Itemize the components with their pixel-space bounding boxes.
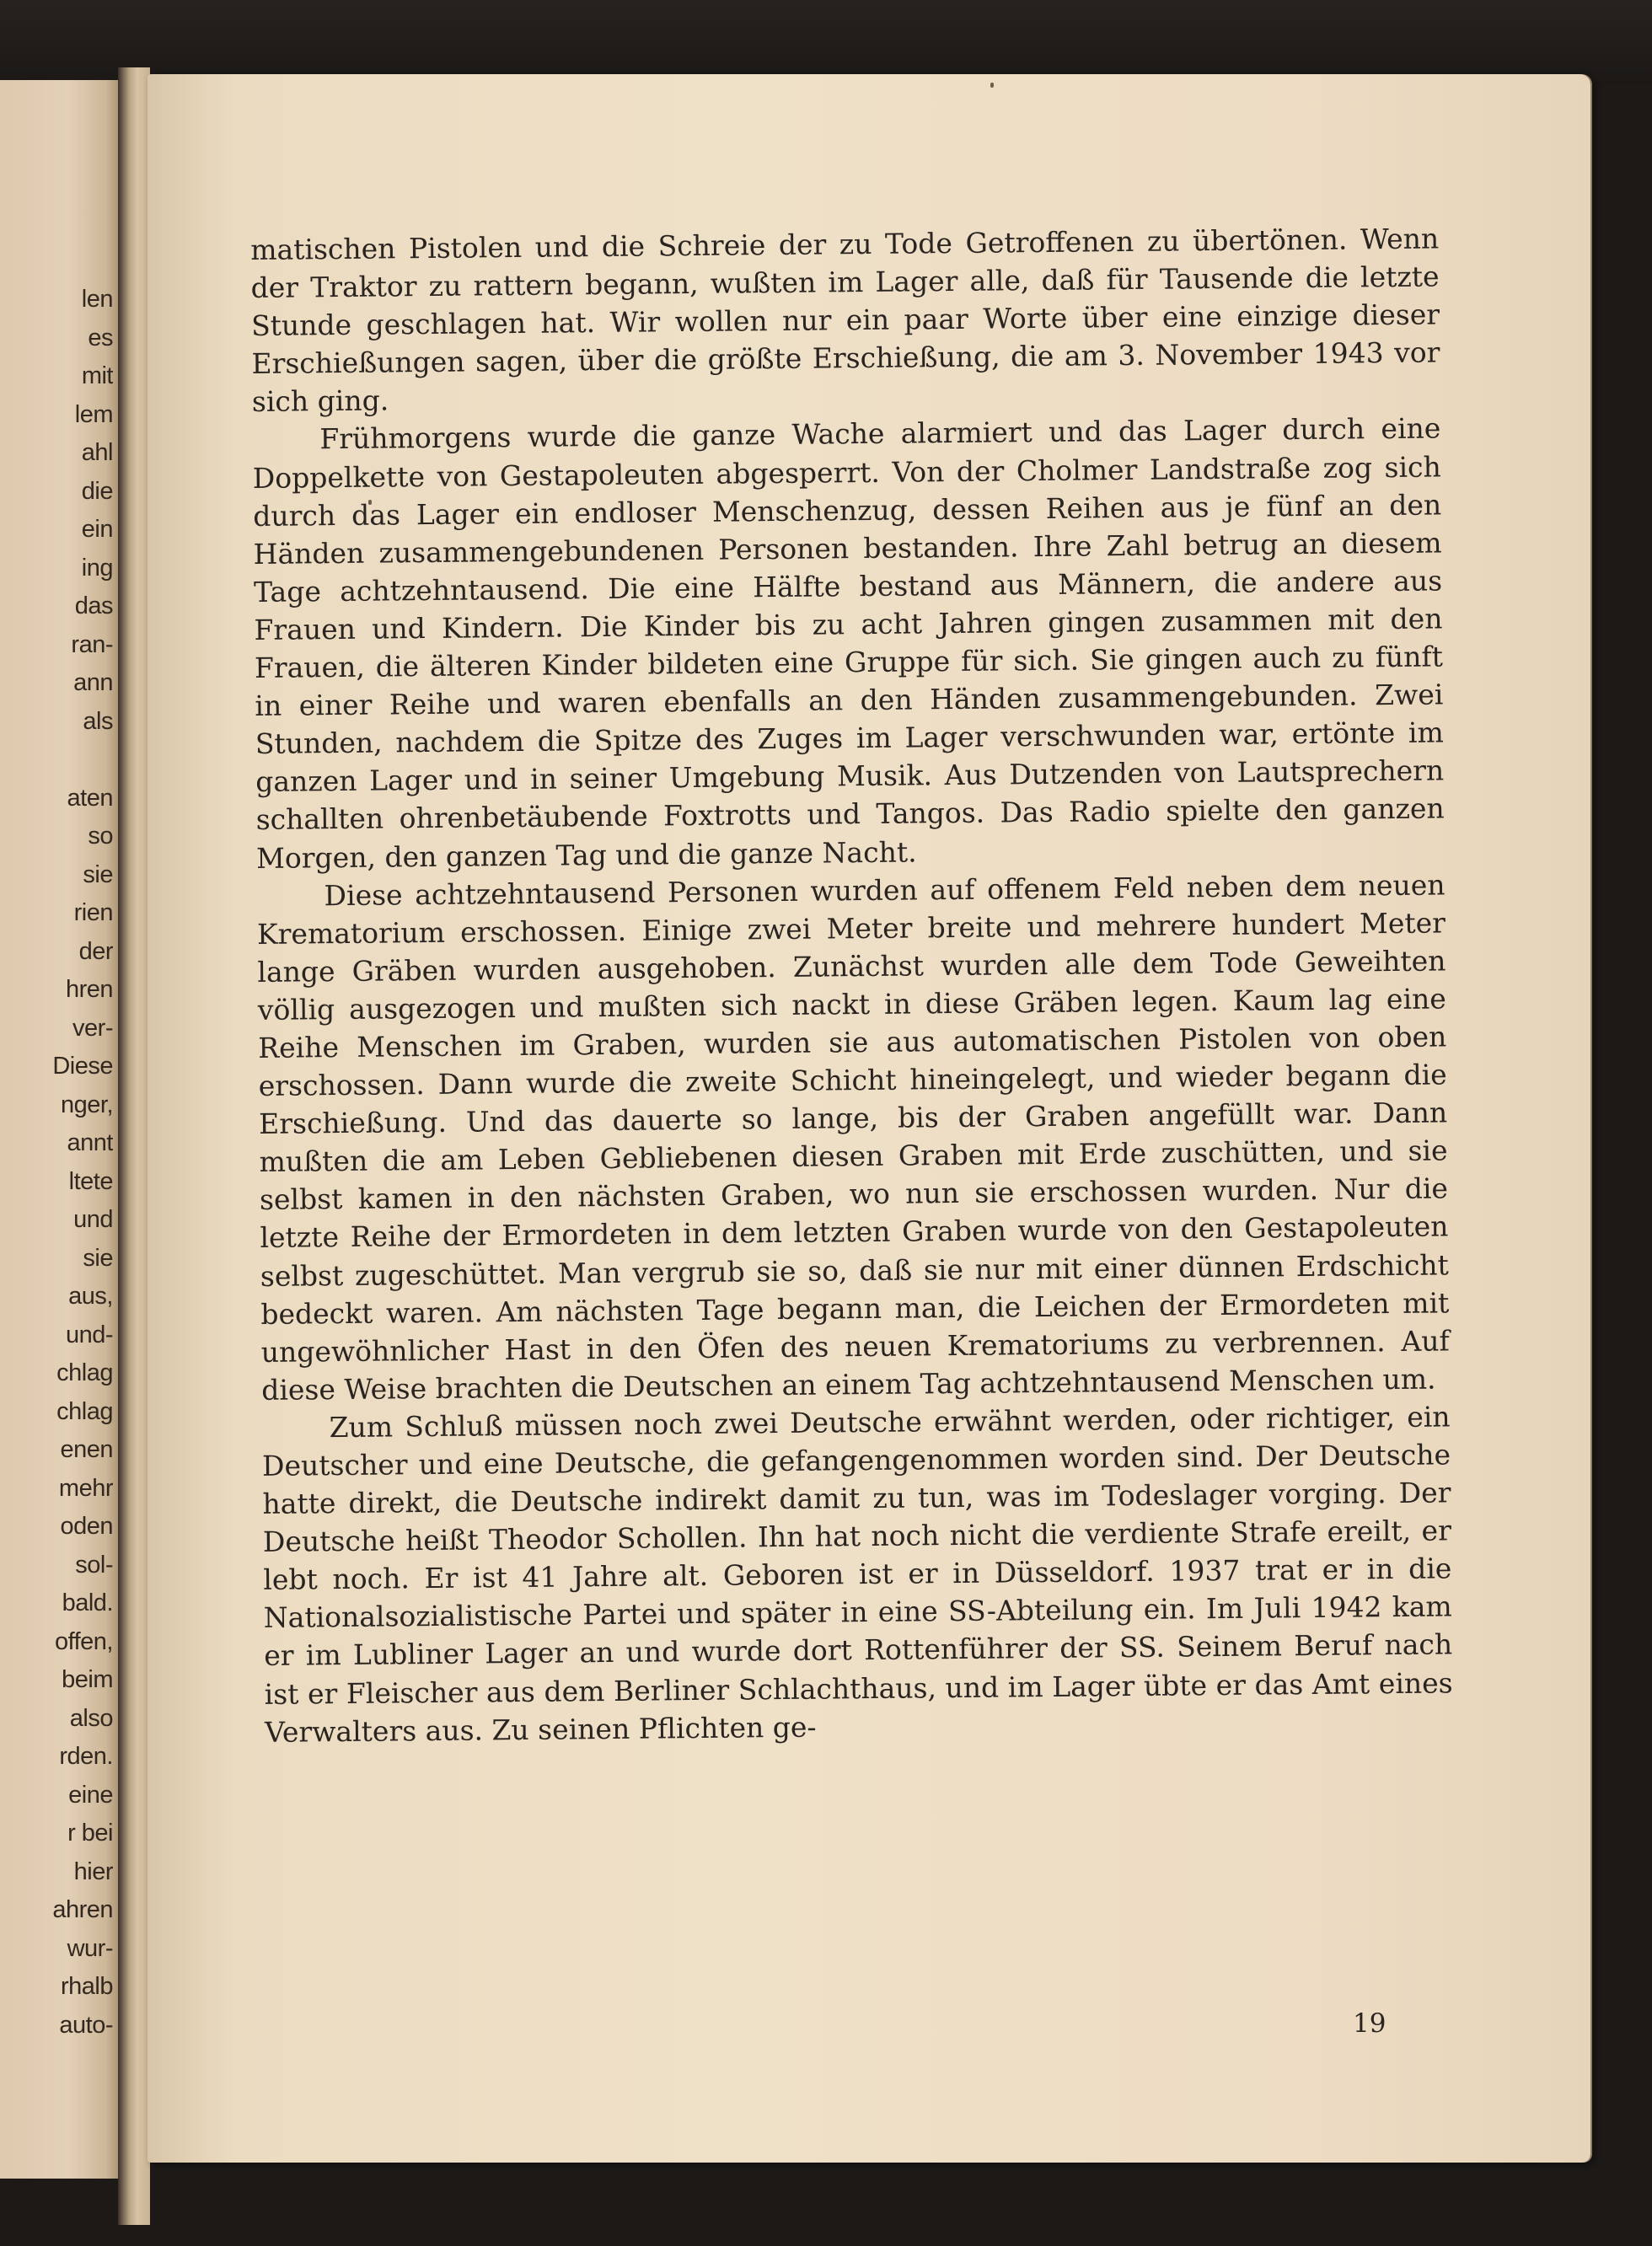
word-fragment: wur- [67, 1934, 113, 1962]
word-fragment: mit [81, 362, 113, 389]
word-fragment: hier [73, 1857, 113, 1885]
word-fragment: der [78, 937, 113, 965]
word-fragment: die [81, 477, 113, 505]
word-fragment: sie [83, 1244, 113, 1272]
word-fragment: das [74, 592, 113, 619]
facing-page-edge [0, 80, 125, 2179]
word-fragment: beim [62, 1666, 113, 1693]
word-fragment: bald. [62, 1589, 113, 1616]
paper-speck [990, 83, 994, 88]
word-fragment: aten [67, 784, 113, 812]
word-fragment: also [69, 1704, 113, 1732]
word-fragment: mehr [58, 1474, 113, 1502]
word-fragment: und- [65, 1321, 113, 1348]
word-fragment: aus, [68, 1283, 113, 1310]
word-fragment: rhalb [61, 1973, 113, 2000]
word-fragment: ing [81, 554, 113, 582]
word-fragment: enen [60, 1436, 113, 1463]
word-fragment: lem [74, 400, 113, 428]
word-fragment: len [81, 286, 113, 313]
background-top-edge [0, 0, 1652, 84]
book-gutter [118, 67, 150, 2225]
word-fragment: Diese [52, 1053, 113, 1080]
word-fragment: nger, [61, 1091, 113, 1118]
word-fragment: ahren [52, 1896, 113, 1923]
word-fragment: chlag [56, 1397, 113, 1425]
word-fragment: rden. [59, 1743, 113, 1770]
word-fragment: es [88, 324, 113, 351]
word-fragment: offen, [54, 1627, 113, 1655]
body-text [250, 219, 1453, 1750]
word-fragment: rien [73, 899, 113, 926]
paragraph: Frühmorgens wurde die ganze Wache alarmiert und das Lager durch eine Doppelkette von Gestapoleuten abgesperrt. Von der Cholmer Landstraße zog sich durch das Lager ein endloser Menschenzug, dessen Reihen aus je fünf an den Händen zusammengebundenen Personen bestanden. Ihre Zahl betrug an diesem Tage achtzehntausend. Die eine Hälfte bestand aus Männern, die andere aus Frauen und Kindern. Die Kinder bis zu acht Jahren gingen zusammen mit den Frauen, die älteren Kinder bildeten eine Gruppe für sich. Sie gingen auch zu fünft in einer Reihe und waren ebenfalls an den Händen zusammengebunden. Zwei Stunden, nachdem die Spitze des Zuges im Lager verschwunden war, ertönte im ganzen Lager und in seiner Umgebung Musik. Aus Dutzenden von Lautsprechern schallten ohrenbetäubende Foxtrotts und Tangos. Das Radio spielte den ganzen Morgen, den ganzen Tag und die ganze Nacht. [252, 411, 1445, 875]
word-fragment: ltete [68, 1167, 113, 1195]
word-fragment: so [88, 823, 113, 850]
word-fragment: und [73, 1206, 113, 1233]
word-fragment: sie [83, 860, 113, 888]
word-fragment: auto- [59, 2011, 113, 2039]
word-fragment: als [83, 707, 113, 735]
word-fragment: sol- [75, 1551, 113, 1579]
word-fragment: annt [67, 1129, 113, 1156]
paragraph: Zum Schluß müssen noch zwei Deutsche erwähnt werden, oder richtiger, ein Deutscher und eine Deutsche, die gefangengenommen worden sind. Der Deutsche hatte direkt, die Deutsche indirekt damit zu tun, was im Todeslager vorging. Der Deutsche heißt Theodor Schollen. Ihn hat noch nicht die verdiente Strafe ereilt, er lebt noch. Er ist 41 Jahre alt. Geboren ist er in Düsseldorf. 1937 trat er in die Nationalsozialistische Partei und später in eine SS-Abteilung ein. Im Juli 1942 kam er im Lubliner Lager an und wurde dort Rottenführer der SS. Seinem Beruf nach ist er Fleischer aus dem Berliner Schlachthaus, und im Lager übte er das Amt eines Verwalters aus. Zu seinen Pflichten ge- [261, 1400, 1453, 1749]
paragraph-gap [0, 741, 113, 780]
word-fragment: eine [68, 1781, 113, 1809]
word-fragment: chlag [56, 1359, 113, 1386]
word-fragment: ver- [72, 1014, 113, 1042]
facing-page-word-fragments [0, 281, 113, 2045]
word-fragment: ein [81, 516, 113, 543]
paragraph: matischen Pistolen und die Schreie der zu Tode Getroffenen zu übertönen. Wenn der Traktor zu rattern begann, wußten im Lager alle, daß für Tausende die letzte Stunde geschlagen hat. Wir wollen nur ein paar Worte über eine einzige dieser Erschießungen sagen, über die größte Erschießung, die am 3. November 1943 vor sich ging. [250, 222, 1440, 419]
page-number: 19 [1353, 2008, 1386, 2039]
word-fragment: ran- [71, 630, 113, 658]
word-fragment: ahl [81, 439, 113, 466]
paragraph: Diese achtzehntausend Personen wurden auf offenem Feld neben dem neuen Krematorium erschossen. Einige zwei Meter breite und mehrere hundert Meter lange Gräben wurden ausgehoben. Zunächst wurden alle dem Tode Geweihten völlig ausgezogen und mußten sich nackt in diese Gräben legen. Kaum lag eine Reihe Menschen im Graben, wurden sie aus automatischen Pistolen von oben erschossen. Dann wurde die zweite Schicht hineingelegt, und wieder begann die Erschießung. Und das dauerte so lange, bis der Graben angefüllt war. Dann mußten die am Leben Gebliebenen diesen Graben mit Erde zuschütten, und sie selbst kamen in den nächsten Graben, wo nun sie erschossen wurden. Nur die letzte Reihe der Ermordeten in dem letzten Graben wurde von den Gestapoleuten selbst zugeschüttet. Man vergrub sie so, daß sie nur mit einer dünnen Erdschicht bedeckt waren. Am nächsten Tage begann man, die Leichen der Ermordeten mit ungewöhnlicher Hast in den Öfen des neuen Krematoriums zu verbrennen. Auf diese Weise brachten die Deutschen an einem Tag achtzehntausend Menschen um. [256, 868, 1450, 1407]
word-fragment: hren [65, 976, 113, 1003]
word-fragment: oden [60, 1513, 113, 1540]
word-fragment: r bei [67, 1820, 113, 1847]
book-page [148, 74, 1590, 2163]
word-fragment: ann [73, 669, 113, 696]
